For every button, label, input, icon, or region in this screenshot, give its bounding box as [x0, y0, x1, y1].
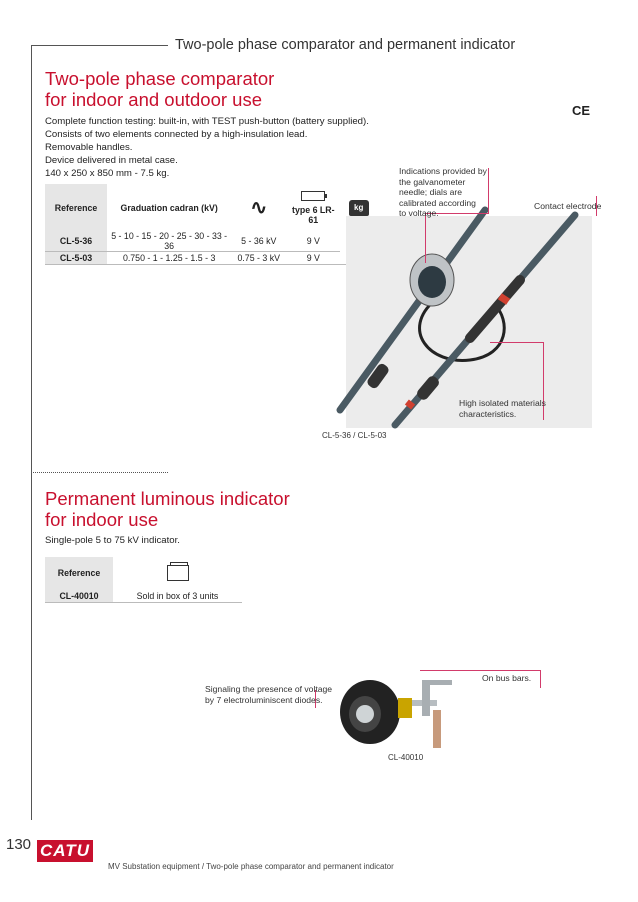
side-rule — [31, 45, 32, 820]
row-range: 0.75 - 3 kV — [231, 252, 286, 265]
desc-line: Removable handles. — [45, 142, 133, 153]
col-box — [113, 557, 242, 589]
desc-line: Device delivered in metal case. — [45, 155, 178, 166]
box-icon — [167, 565, 189, 581]
battery-type-label: type 6 LR-61 — [292, 205, 335, 225]
callout-line-text: the galvanometer — [399, 176, 466, 187]
callout-line-text: to voltage. — [399, 208, 439, 218]
row-graduation: 0.750 - 1 - 1.25 - 1.5 - 3 — [107, 252, 231, 265]
section2-title — [45, 488, 290, 530]
page-number: 130 — [6, 836, 32, 853]
section2-title-line2: for indoor use — [45, 509, 159, 530]
section1-title — [45, 68, 274, 110]
callout-line — [425, 213, 426, 263]
footer-text: MV Substation equipment / Two-pole phase comparator and permanent indicator — [108, 862, 394, 871]
callout-line — [540, 670, 541, 688]
col-graduation: Graduation cadran (kV) — [107, 184, 231, 231]
callout-indications — [399, 166, 487, 219]
row-battery: 9 V — [286, 252, 340, 265]
callout-contact: Contact electrode — [534, 201, 602, 211]
luminous-indicator-illustration — [330, 670, 470, 755]
catu-logo: CATU — [37, 840, 93, 862]
section2-caption: CL-40010 — [388, 753, 424, 762]
col-reference: Reference — [45, 557, 113, 589]
row-reference: CL-5-03 — [45, 252, 107, 265]
section2-title-line1: Permanent luminous indicator — [45, 488, 290, 509]
row-reference: CL-40010 — [45, 589, 113, 603]
callout-bus: On bus bars. — [482, 673, 532, 683]
callout-line-text: needle; dials are — [399, 187, 463, 197]
callout-line-text: High isolated materials — [459, 398, 546, 408]
callout-line — [420, 670, 541, 671]
callout-line-text: characteristics. — [459, 408, 517, 419]
section1-caption: CL-5-36 / CL-5-03 — [322, 431, 387, 440]
section2-description: Single-pole 5 to 75 kV indicator. — [45, 535, 180, 546]
section-separator — [31, 472, 168, 474]
callout-line — [490, 342, 544, 343]
ce-mark: CE — [572, 103, 591, 118]
desc-line: Complete function testing: built-in, with TEST push-button (battery supplied). — [45, 116, 369, 127]
desc-line: Consists of two elements connected by a high-insulation lead. — [45, 129, 308, 140]
ac-wave-icon: ∿ — [250, 197, 268, 219]
callout-isolated — [459, 398, 546, 419]
row-range: 5 - 36 kV — [231, 231, 286, 252]
callout-line-text: by 7 electroluminiscent diodes. — [205, 694, 323, 705]
table-header-row — [45, 557, 242, 589]
table-row — [45, 589, 242, 603]
desc-line: 140 x 250 x 850 mm - 7.5 kg. — [45, 168, 170, 179]
header-title: Two-pole phase comparator and permanent indicator — [175, 37, 516, 53]
row-battery: 9 V — [286, 231, 340, 252]
row-graduation: 5 - 10 - 15 - 20 - 25 - 30 - 33 - 36 — [107, 231, 231, 252]
callout-line-text: calibrated according — [399, 197, 476, 208]
section2-table — [45, 557, 242, 603]
callout-line-text: Indications provided by — [399, 166, 487, 176]
row-description: Sold in box of 3 units — [113, 589, 242, 603]
weight-icon-label: kg — [354, 202, 364, 212]
col-reference: Reference — [45, 184, 107, 231]
callout-signaling — [205, 684, 332, 705]
callout-line — [488, 168, 489, 214]
callout-line-text: Signaling the presence of voltage — [205, 684, 333, 694]
header-rule — [31, 45, 168, 46]
col-ac — [231, 184, 286, 231]
row-reference: CL-5-36 — [45, 231, 107, 252]
section1-title-line2: for indoor and outdoor use — [45, 89, 263, 110]
section1-description — [45, 115, 369, 180]
section1-title-line1: Two-pole phase comparator — [45, 68, 275, 89]
